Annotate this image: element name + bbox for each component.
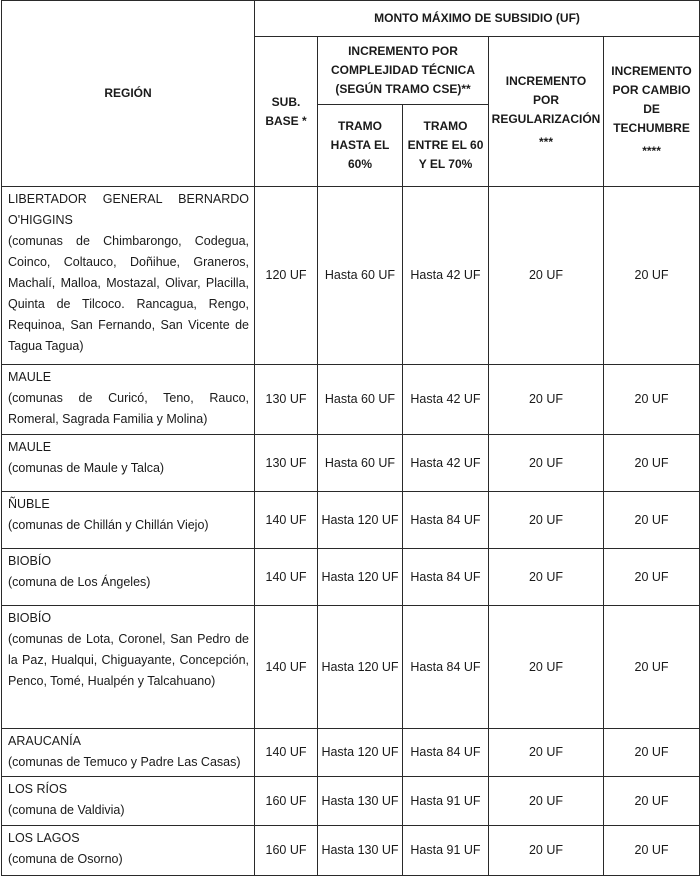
regularizacion-cell: 20 UF — [489, 435, 604, 492]
sub-base-cell: 160 UF — [255, 777, 318, 826]
tramo-70-cell: Hasta 42 UF — [403, 365, 489, 435]
techumbre-cell: 20 UF — [604, 435, 700, 492]
tramo-60-cell: Hasta 130 UF — [318, 826, 403, 876]
regularizacion-cell: 20 UF — [489, 826, 604, 876]
header-sub-base: SUB. BASE * — [255, 37, 318, 187]
techumbre-cell: 20 UF — [604, 826, 700, 876]
tramo-70-cell: Hasta 42 UF — [403, 187, 489, 365]
tramo-60-cell: Hasta 130 UF — [318, 777, 403, 826]
header-tramo-70: TRAMO ENTRE EL 60 Y EL 70% — [403, 105, 489, 187]
tramo-60-cell: Hasta 60 UF — [318, 365, 403, 435]
table-row — [2, 549, 700, 606]
table-row — [2, 435, 700, 492]
table-row — [2, 826, 700, 876]
techumbre-cell: 20 UF — [604, 729, 700, 777]
tramo-70-cell: Hasta 91 UF — [403, 826, 489, 876]
sub-base-cell: 140 UF — [255, 606, 318, 729]
techumbre-cell: 20 UF — [604, 606, 700, 729]
regularizacion-cell: 20 UF — [489, 365, 604, 435]
sub-base-cell: 130 UF — [255, 435, 318, 492]
subsidy-table — [1, 0, 700, 876]
techumbre-cell: 20 UF — [604, 777, 700, 826]
techumbre-cell: 20 UF — [604, 365, 700, 435]
table-row — [2, 492, 700, 549]
table-row — [2, 729, 700, 777]
header-techumbre: INCREMENTO POR CAMBIO DE TECHUMBRE **** — [604, 37, 700, 187]
header-region: REGIÓN — [2, 1, 255, 187]
regularizacion-cell: 20 UF — [489, 729, 604, 777]
sub-base-cell: 160 UF — [255, 826, 318, 876]
sub-base-cell: 120 UF — [255, 187, 318, 365]
sub-base-cell: 140 UF — [255, 549, 318, 606]
region-cell: LOS LAGOS (comuna de Osorno) — [2, 826, 255, 876]
techumbre-cell: 20 UF — [604, 492, 700, 549]
region-cell: MAULE (comunas de Maule y Talca) — [2, 435, 255, 492]
region-cell: ARAUCANÍA (comunas de Temuco y Padre Las Casas) — [2, 729, 255, 777]
regularizacion-cell: 20 UF — [489, 606, 604, 729]
region-cell: LOS RÍOS (comuna de Valdivia) — [2, 777, 255, 826]
tramo-70-cell: Hasta 84 UF — [403, 549, 489, 606]
regularizacion-cell: 20 UF — [489, 777, 604, 826]
tramo-70-cell: Hasta 42 UF — [403, 435, 489, 492]
header-tramo-60: TRAMO HASTA EL 60% — [318, 105, 403, 187]
region-cell: BIOBÍO (comuna de Los Ángeles) — [2, 549, 255, 606]
region-cell: MAULE (comunas de Curicó, Teno, Rauco, Romeral, Sagrada Familia y Molina) — [2, 365, 255, 435]
table-row — [2, 777, 700, 826]
tramo-60-cell: Hasta 120 UF — [318, 606, 403, 729]
table-row — [2, 187, 700, 365]
sub-base-cell: 130 UF — [255, 365, 318, 435]
region-cell: ÑUBLE (comunas de Chillán y Chillán Viejo) — [2, 492, 255, 549]
regularizacion-cell: 20 UF — [489, 492, 604, 549]
techumbre-cell: 20 UF — [604, 549, 700, 606]
region-cell: LIBERTADOR GENERAL BERNARDO O'HIGGINS (comunas de Chimbarongo, Codegua, Coinco, Coltauco, Doñihue, Graneros, Machalí, Malloa, Mostazal, Olivar, Placilla, Quinta de Tilcoco. Rancagua, Rengo, Requinoa, San Fernando, San Vicente de Tagua Tagua) — [2, 187, 255, 365]
tramo-60-cell: Hasta 120 UF — [318, 729, 403, 777]
sub-base-cell: 140 UF — [255, 492, 318, 549]
header-regularizacion: INCREMENTO POR REGULARIZACIÓN *** — [489, 37, 604, 187]
regularizacion-cell: 20 UF — [489, 549, 604, 606]
header-complejidad: INCREMENTO POR COMPLEJIDAD TÉCNICA (SEGÚN TRAMO CSE)** — [318, 37, 489, 105]
tramo-70-cell: Hasta 84 UF — [403, 606, 489, 729]
tramo-60-cell: Hasta 60 UF — [318, 435, 403, 492]
sub-base-cell: 140 UF — [255, 729, 318, 777]
table-row — [2, 365, 700, 435]
tramo-60-cell: Hasta 120 UF — [318, 492, 403, 549]
tramo-60-cell: Hasta 120 UF — [318, 549, 403, 606]
tramo-70-cell: Hasta 84 UF — [403, 492, 489, 549]
tramo-70-cell: Hasta 91 UF — [403, 777, 489, 826]
header-monto: MONTO MÁXIMO DE SUBSIDIO (UF) — [255, 1, 700, 37]
table-row — [2, 606, 700, 729]
techumbre-cell: 20 UF — [604, 187, 700, 365]
region-cell: BIOBÍO (comunas de Lota, Coronel, San Pedro de la Paz, Hualqui, Chiguayante, Concepción, Penco, Tomé, Hualpén y Talcahuano) — [2, 606, 255, 729]
tramo-70-cell: Hasta 84 UF — [403, 729, 489, 777]
tramo-60-cell: Hasta 60 UF — [318, 187, 403, 365]
regularizacion-cell: 20 UF — [489, 187, 604, 365]
